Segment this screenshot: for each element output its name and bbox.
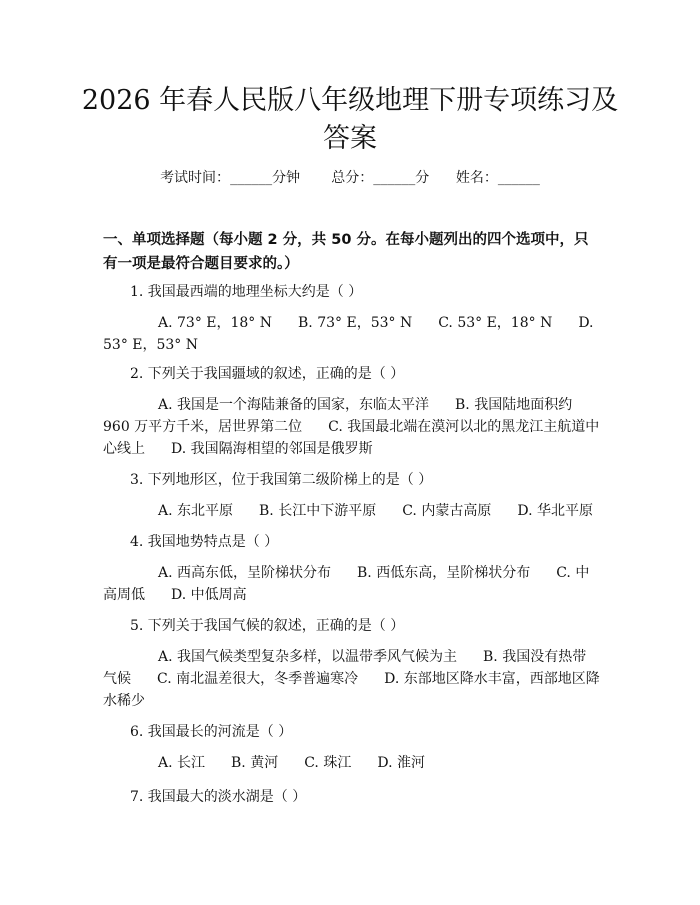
option-a: A. 西高东低，呈阶梯状分布 xyxy=(158,565,332,581)
question-options xyxy=(103,312,600,356)
question-options xyxy=(103,562,600,606)
option-b: B. 黄河 xyxy=(231,755,279,771)
question-stem: 2. 下列关于我国疆域的叙述，正确的是（ ） xyxy=(130,366,405,382)
option-c: C. 中高周低 xyxy=(103,565,590,603)
option-d: D. 我国隔海相望的邻国是俄罗斯 xyxy=(171,441,373,457)
score-label: 总分： xyxy=(331,170,374,186)
question-stem: 5. 下列关于我国气候的叙述，正确的是（ ） xyxy=(130,618,405,634)
question-stem: 3. 下列地形区，位于我国第二级阶梯上的是（ ） xyxy=(130,472,433,488)
question-stem: 6. 我国最长的河流是（ ） xyxy=(130,724,293,740)
question-3 xyxy=(103,469,600,522)
option-a: A. 长江 xyxy=(158,755,206,771)
option-c: C. 53° E，18° N xyxy=(438,315,553,331)
option-a: A. 我国是一个海陆兼备的国家，东临太平洋 xyxy=(158,397,430,413)
option-a: A. 我国气候类型复杂多样，以温带季风气候为主 xyxy=(158,649,458,665)
question-options xyxy=(103,500,600,522)
question-4 xyxy=(103,531,600,606)
score-unit: 分 xyxy=(415,170,430,186)
option-d: D. 华北平原 xyxy=(517,503,593,519)
question-5 xyxy=(103,615,600,712)
question-6 xyxy=(103,721,600,774)
exam-meta-line xyxy=(0,168,700,188)
option-c: C. 我国最北端在漠河以北的黑龙江主航道中心线上 xyxy=(103,419,600,457)
name-label: 姓名： xyxy=(455,170,498,186)
option-d: D. 淮河 xyxy=(377,755,425,771)
question-options xyxy=(103,752,600,774)
question-options xyxy=(103,646,600,712)
question-options xyxy=(103,394,600,460)
option-c: C. 珠江 xyxy=(304,755,352,771)
option-d: D. 53° E，53° N xyxy=(103,315,594,353)
question-1 xyxy=(103,281,600,356)
document-title: 2026 年春人民版八年级地理下册专项练习及答案 xyxy=(81,85,619,154)
question-7 xyxy=(103,786,600,808)
option-a: A. 东北平原 xyxy=(158,503,234,519)
name-blank: ______ xyxy=(497,170,540,186)
option-d: D. 中低周高 xyxy=(171,587,247,603)
score-blank: ______ xyxy=(373,170,416,186)
option-c: C. 内蒙古高原 xyxy=(402,503,492,519)
time-label: 考试时间： xyxy=(160,170,231,186)
option-b: B. 长江中下游平原 xyxy=(259,503,377,519)
time-blank: ______ xyxy=(230,170,273,186)
question-stem: 4. 我国地势特点是（ ） xyxy=(130,534,279,550)
option-c: C. 南北温差很大，冬季普遍寒冷 xyxy=(157,671,359,687)
question-stem: 7. 我国最大的淡水湖是（ ） xyxy=(130,789,307,805)
time-unit: 分钟 xyxy=(272,170,301,186)
option-b: B. 西低东高，呈阶梯状分布 xyxy=(357,565,531,581)
question-2 xyxy=(103,363,600,460)
option-b: B. 我国没有热带气候 xyxy=(103,649,587,687)
question-stem: 1. 我国最西端的地理坐标大约是（ ） xyxy=(130,284,363,300)
section-heading: 一、单项选择题（每小题 2 分，共 50 分。在每小题列出的四个选项中，只有一项是最符合题目要求的。） xyxy=(103,232,589,272)
option-a: A. 73° E，18° N xyxy=(158,315,273,331)
option-d: D. 东部地区降水丰富，西部地区降水稀少 xyxy=(103,671,600,709)
option-b: B. 73° E，53° N xyxy=(298,315,413,331)
option-b: B. 我国陆地面积约 960 万平方千米，居世界第二位 xyxy=(103,397,573,435)
